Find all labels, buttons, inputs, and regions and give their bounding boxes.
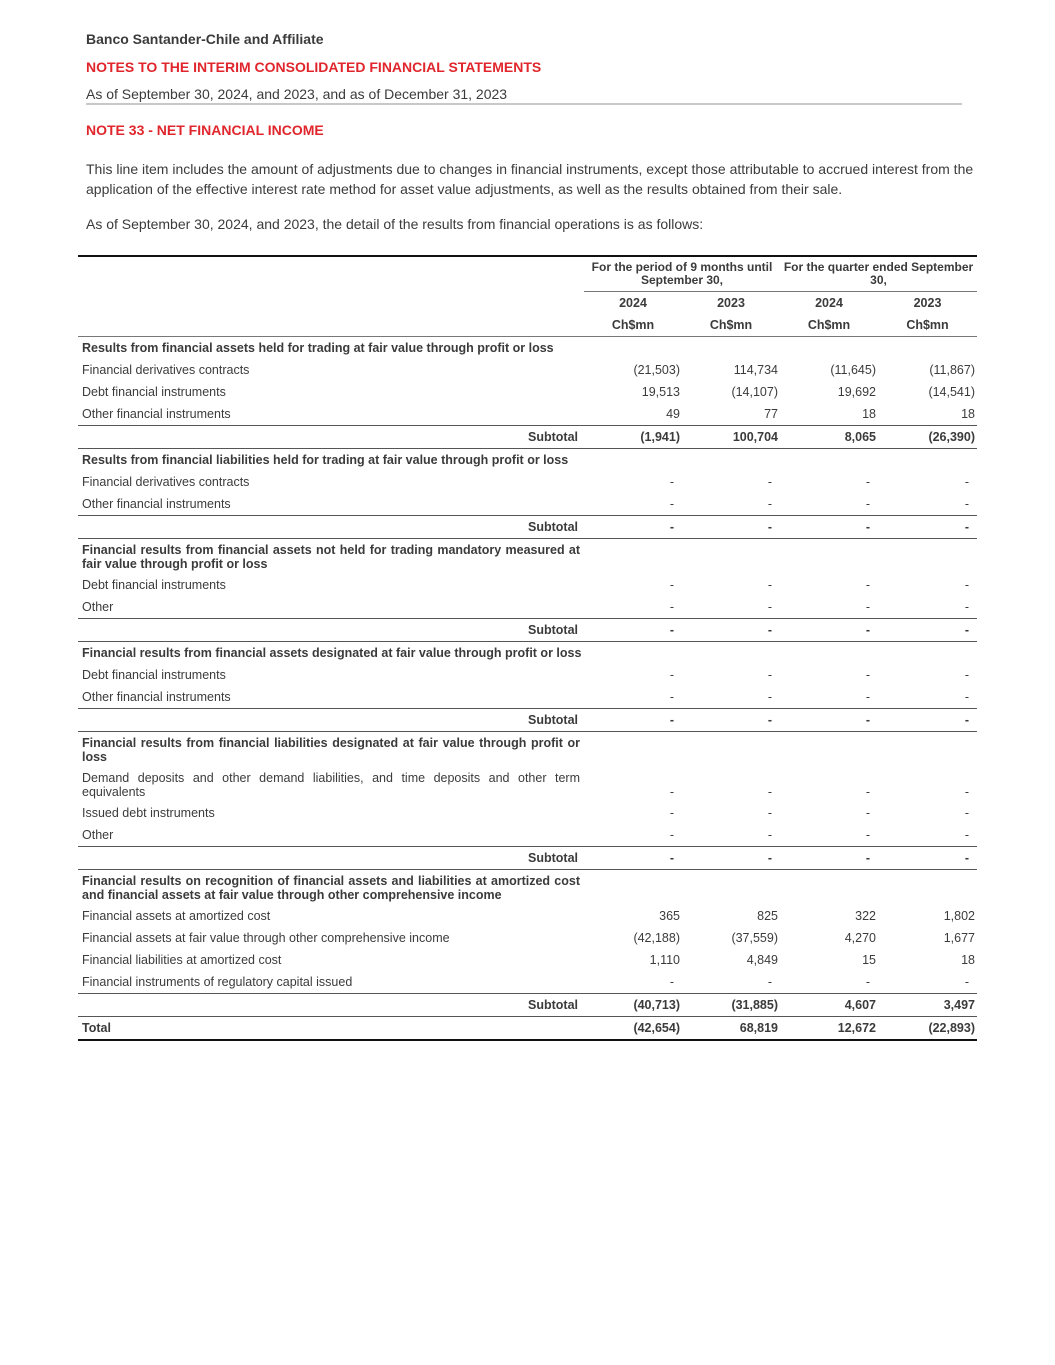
section-header-row (78, 539, 977, 575)
row-label: Financial derivatives contracts (82, 363, 250, 377)
table-cell-value: - (767, 690, 773, 704)
table-cell-value: 15 (862, 953, 876, 967)
table-cell-value: - (767, 668, 773, 682)
quarter-header: For the quarter ended September 30, (780, 257, 977, 292)
subtotal-row (78, 619, 977, 642)
section-header-row (78, 732, 977, 768)
table-cell-value: 322 (855, 909, 876, 923)
table-cell-value: - (865, 851, 871, 865)
table-cell-value: - (865, 475, 871, 489)
year-header: 2023 (717, 296, 745, 310)
table-cell-value: (31,885) (731, 998, 778, 1012)
as-of-date: As of September 30, 2024, and 2023, and as of December 31, 2023 (86, 86, 508, 102)
table-cell-value: (37,559) (731, 931, 778, 945)
subtotal-row (78, 847, 977, 870)
table-cell-value: 77 (764, 407, 778, 421)
table-row (78, 905, 977, 927)
subtotal-row (78, 709, 977, 732)
table-cell-value: - (865, 785, 871, 799)
table-row (78, 664, 977, 686)
table-cell-value: - (865, 975, 871, 989)
table-cell-value: 8,065 (844, 430, 876, 444)
table-cell-value: 3,497 (943, 998, 975, 1012)
table-cell-value: 18 (862, 407, 876, 421)
row-label: Financial liabilities at amortized cost (82, 953, 282, 967)
row-label: Other financial instruments (82, 690, 231, 704)
table-cell-value: 19,513 (641, 385, 680, 399)
year-header: 2023 (913, 296, 942, 310)
table-cell-value: - (865, 668, 871, 682)
table-cell-value: 4,607 (844, 998, 876, 1012)
table-cell-value: 18 (961, 953, 975, 967)
section-title: Results from financial liabilities held for trading at fair value through profit or loss (82, 453, 569, 467)
table-cell-value: 49 (666, 407, 680, 421)
table-cell-value: - (964, 623, 970, 637)
table-cell-value: 1,110 (649, 953, 680, 967)
table-cell-value: 4,849 (746, 953, 778, 967)
row-label: Financial derivatives contracts (82, 475, 250, 489)
table-row (78, 359, 977, 381)
row-label: Debt financial instruments (82, 578, 226, 592)
row-label: Financial assets at fair value through other comprehensive income (82, 931, 450, 945)
table-row (78, 767, 977, 802)
table-cell-value: - (964, 600, 970, 614)
table-cell-value: - (865, 828, 871, 842)
section-header-row (78, 449, 977, 472)
unit-header: Ch$mn (780, 314, 878, 337)
table-cell-value: 100,704 (732, 430, 778, 444)
table-cell-value: - (767, 713, 773, 727)
table-cell-value: - (865, 520, 871, 534)
header-blank (78, 257, 584, 292)
table-cell-value: (40,713) (633, 998, 680, 1012)
net-financial-income-table (78, 255, 977, 1041)
table-cell-value: - (767, 785, 773, 799)
section-title: Financial results from financial liabilities designated at fair value through profit or loss (82, 736, 580, 764)
table-cell-value: (22,893) (928, 1021, 975, 1035)
table-cell-value: - (669, 520, 675, 534)
row-label: Other (82, 600, 114, 614)
total-row (78, 1017, 977, 1041)
table-cell-value: - (669, 668, 675, 682)
table-cell-value: (26,390) (928, 430, 975, 444)
table-cell-value: - (865, 578, 871, 592)
table-row (78, 971, 977, 994)
table-cell-value: - (964, 668, 970, 682)
subtotal-label: Subtotal (78, 619, 584, 642)
row-label: Debt financial instruments (82, 385, 226, 399)
row-label: Demand deposits and other demand liabilities, and time deposits and other term equivalents (82, 771, 580, 799)
table-cell-value: - (865, 690, 871, 704)
table-cell-value: - (767, 520, 773, 534)
table-cell-value: 19,692 (837, 385, 876, 399)
table-cell-value: - (865, 806, 871, 820)
table-cell-value: - (964, 520, 970, 534)
table-cell-value: 1,802 (943, 909, 975, 923)
table-cell-value: - (669, 806, 675, 820)
subtotal-label: Subtotal (78, 847, 584, 870)
table-cell-value: - (767, 475, 773, 489)
table-row (78, 596, 977, 619)
table-cell-value: - (767, 806, 773, 820)
table-cell-value: - (669, 600, 675, 614)
subtotal-label: Subtotal (78, 994, 584, 1017)
total-label: Total (78, 1017, 584, 1041)
subtotal-row (78, 426, 977, 449)
table-cell-value: - (964, 785, 970, 799)
table-cell-value: - (964, 497, 970, 511)
table-cell-value: - (865, 623, 871, 637)
table-cell-value: - (669, 785, 675, 799)
table-cell-value: - (669, 713, 675, 727)
table-row (78, 949, 977, 971)
table-cell-value: 1,677 (943, 931, 975, 945)
table-cell-value: (42,654) (633, 1021, 680, 1035)
table-cell-value: 365 (659, 909, 680, 923)
table-cell-value: - (669, 975, 675, 989)
table-cell-value: - (964, 690, 970, 704)
section-header-row (78, 337, 977, 360)
table-row (78, 493, 977, 516)
table-cell-value: 68,819 (739, 1021, 778, 1035)
row-label: Other (82, 828, 114, 842)
subtotal-label: Subtotal (78, 709, 584, 732)
table-cell-value: - (767, 975, 773, 989)
table-cell-value: 114,734 (733, 363, 778, 377)
company-name: Banco Santander-Chile and Affiliate (86, 31, 324, 47)
table-cell-value: - (767, 828, 773, 842)
table-cell-value: - (767, 600, 773, 614)
unit-header: Ch$mn (682, 314, 780, 337)
notes-title: NOTES TO THE INTERIM CONSOLIDATED FINANCIAL STATEMENTS (86, 59, 542, 75)
year-header: 2024 (815, 296, 843, 310)
row-label: Financial instruments of regulatory capital issued (82, 975, 353, 989)
table-cell-value: (11,645) (830, 363, 876, 377)
table-cell-value: (1,941) (640, 430, 680, 444)
table-cell-value: - (964, 475, 970, 489)
section-title: Financial results from financial assets designated at fair value through profit or loss (82, 646, 582, 660)
section-title: Financial results on recognition of financial assets and liabilities at amortized cost and financial assets at fair value through other comprehensive income (82, 874, 580, 902)
table-cell-value: (21,503) (633, 363, 680, 377)
note-intro: As of September 30, 2024, and 2023, the detail of the results from financial operations is as follows: (86, 216, 704, 232)
table-cell-value: - (964, 713, 970, 727)
table-cell-value: (14,107) (731, 385, 778, 399)
table-row (78, 824, 977, 847)
table-cell-value: - (669, 475, 675, 489)
table-row (78, 927, 977, 949)
section-header-row (78, 642, 977, 665)
financial-table-wrapper (78, 255, 977, 1041)
table-cell-value: 825 (757, 909, 778, 923)
table-cell-value: 12,672 (837, 1021, 876, 1035)
row-label: Issued debt instruments (82, 806, 215, 820)
row-label: Other financial instruments (82, 497, 231, 511)
table-row (78, 802, 977, 824)
table-cell-value: - (964, 806, 970, 820)
table-cell-value: - (964, 828, 970, 842)
subtotal-label: Subtotal (78, 426, 584, 449)
unit-header: Ch$mn (584, 314, 682, 337)
table-cell-value: - (964, 578, 970, 592)
unit-header: Ch$mn (878, 314, 977, 337)
subtotal-row (78, 516, 977, 539)
table-cell-value: - (964, 851, 970, 865)
table-row (78, 381, 977, 403)
table-cell-value: - (865, 600, 871, 614)
note-title: NOTE 33 - NET FINANCIAL INCOME (86, 122, 324, 138)
table-cell-value: (14,541) (928, 385, 975, 399)
table-cell-value: 4,270 (844, 931, 876, 945)
table-body (78, 337, 977, 1041)
table-cell-value: - (669, 497, 675, 511)
table-cell-value: - (767, 497, 773, 511)
table-cell-value: - (669, 828, 675, 842)
table-cell-value: - (669, 851, 675, 865)
table-cell-value: - (669, 690, 675, 704)
note-description: This line item includes the amount of adjustments due to changes in financial instruments, except those attributable to accrued interest from the application of the effective interest rate method for asset value adjustments, as well as the results obtained from their sale. (86, 161, 974, 197)
table-cell-value: - (669, 578, 675, 592)
table-row (78, 403, 977, 426)
table-row (78, 471, 977, 493)
section-header-row (78, 870, 977, 906)
row-label: Financial assets at amortized cost (82, 909, 271, 923)
table-cell-value: - (964, 975, 970, 989)
table-cell-value: - (767, 851, 773, 865)
subtotal-row (78, 994, 977, 1017)
table-row (78, 574, 977, 596)
header-divider (86, 103, 962, 105)
table-cell-value: 18 (961, 407, 975, 421)
year-header: 2024 (619, 296, 647, 310)
table-cell-value: (42,188) (633, 931, 680, 945)
section-title: Results from financial assets held for trading at fair value through profit or loss (78, 337, 584, 360)
table-cell-value: - (767, 578, 773, 592)
row-label: Other financial instruments (82, 407, 231, 421)
row-label: Debt financial instruments (82, 668, 226, 682)
period-9-months-header: For the period of 9 months until September 30, (584, 257, 780, 292)
table-cell-value: (11,867) (929, 363, 975, 377)
table-cell-value: - (865, 497, 871, 511)
section-title: Financial results from financial assets not held for trading mandatory measured at fair value through profit or loss (82, 543, 580, 571)
table-cell-value: - (767, 623, 773, 637)
subtotal-label: Subtotal (78, 516, 584, 539)
table-row (78, 686, 977, 709)
table-cell-value: - (865, 713, 871, 727)
table-cell-value: - (669, 623, 675, 637)
